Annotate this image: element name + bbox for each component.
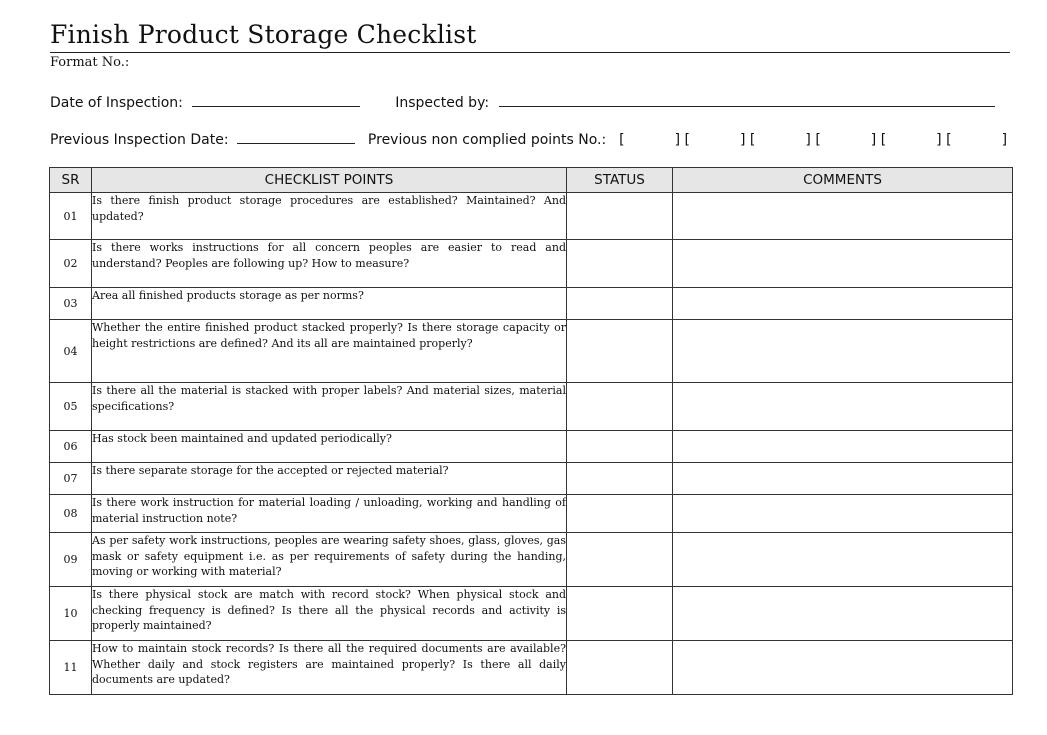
status-cell[interactable] (567, 641, 673, 695)
sr-cell: 02 (50, 240, 92, 288)
checklist-point-cell: How to maintain stock records? Is there all the required documents are available? Whether daily and stock registers are maintained properly? Is there all daily documents are updated? (92, 641, 567, 695)
table-row (50, 587, 1013, 641)
status-cell[interactable] (567, 320, 673, 383)
comments-cell[interactable] (673, 240, 1013, 288)
sr-cell: 01 (50, 193, 92, 240)
table-row (50, 383, 1013, 431)
comments-cell[interactable] (673, 533, 1013, 587)
sr-cell: 08 (50, 495, 92, 533)
checklist-point-cell: Area all finished products storage as per norms? (92, 288, 567, 320)
checklist-point-cell: Is there all the material is stacked with proper labels? And material sizes, material specifications? (92, 383, 567, 431)
table-row (50, 240, 1013, 288)
table-row (50, 431, 1013, 463)
comments-cell[interactable] (673, 463, 1013, 495)
checklist-point-cell: Has stock been maintained and updated periodically? (92, 431, 567, 463)
column-header-checklist-points: CHECKLIST POINTS (92, 168, 567, 193)
table-header-row (50, 168, 1013, 193)
table-row (50, 288, 1013, 320)
column-header-comments: COMMENTS (673, 168, 1013, 193)
checklist-point-cell: Is there separate storage for the accepted or rejected material? (92, 463, 567, 495)
sr-cell: 04 (50, 320, 92, 383)
comments-cell[interactable] (673, 431, 1013, 463)
inspection-row (50, 93, 995, 111)
table-row (50, 193, 1013, 240)
previous-non-complied-label: Previous non complied points No.: (367, 132, 607, 148)
date-of-inspection-label: Date of Inspection: (50, 95, 183, 111)
sr-cell: 07 (50, 463, 92, 495)
checklist-table (49, 167, 1013, 695)
title-divider (50, 52, 1010, 53)
status-cell[interactable] (567, 288, 673, 320)
checklist-point-cell: As per safety work instructions, peoples are wearing safety shoes, glass, gloves, gas mask or safety equipment i.e. as per requirements of safety during the handing, moving or working with material? (92, 533, 567, 587)
status-cell[interactable] (567, 431, 673, 463)
column-header-status: STATUS (567, 168, 673, 193)
sr-cell: 05 (50, 383, 92, 431)
comments-cell[interactable] (673, 193, 1013, 240)
previous-inspection-date-field[interactable] (237, 130, 355, 144)
sr-cell: 03 (50, 288, 92, 320)
table-row (50, 533, 1013, 587)
column-header-sr: SR (50, 168, 92, 193)
date-of-inspection-field[interactable] (192, 93, 360, 107)
comments-cell[interactable] (673, 383, 1013, 431)
non-complied-slot-3[interactable]: [ ] (749, 132, 811, 148)
non-complied-slot-4[interactable]: [ ] (815, 132, 877, 148)
non-complied-slot-1[interactable]: [ ] (619, 132, 681, 148)
non-complied-slot-5[interactable]: [ ] (880, 132, 942, 148)
previous-inspection-row (50, 130, 1007, 148)
non-complied-slot-6[interactable]: [ ] (946, 132, 1008, 148)
status-cell[interactable] (567, 587, 673, 641)
inspected-by-field[interactable] (499, 93, 995, 107)
status-cell[interactable] (567, 240, 673, 288)
sr-cell: 10 (50, 587, 92, 641)
sr-cell: 09 (50, 533, 92, 587)
sr-cell: 11 (50, 641, 92, 695)
checklist-point-cell: Is there works instructions for all concern peoples are easier to read and understand? Peoples are following up? How to measure? (92, 240, 567, 288)
status-cell[interactable] (567, 495, 673, 533)
checklist-point-cell: Whether the entire finished product stacked properly? Is there storage capacity or height restrictions are defined? And its all are maintained properly? (92, 320, 567, 383)
table-row (50, 495, 1013, 533)
format-no-label: Format No.: (50, 55, 130, 70)
checklist-point-cell: Is there work instruction for material loading / unloading, working and handling of material instruction note? (92, 495, 567, 533)
comments-cell[interactable] (673, 641, 1013, 695)
previous-inspection-date-label: Previous Inspection Date: (50, 132, 229, 148)
status-cell[interactable] (567, 193, 673, 240)
status-cell[interactable] (567, 463, 673, 495)
checklist-point-cell: Is there physical stock are match with record stock? When physical stock and checking frequency is defined? Is there all the physical records and activity is properly maintained? (92, 587, 567, 641)
status-cell[interactable] (567, 383, 673, 431)
table-row (50, 641, 1013, 695)
comments-cell[interactable] (673, 495, 1013, 533)
sr-cell: 06 (50, 431, 92, 463)
comments-cell[interactable] (673, 288, 1013, 320)
checklist-point-cell: Is there finish product storage procedures are established? Maintained? And updated? (92, 193, 567, 240)
table-row (50, 463, 1013, 495)
comments-cell[interactable] (673, 587, 1013, 641)
page-title: Finish Product Storage Checklist (50, 20, 477, 49)
inspected-by-label: Inspected by: (395, 95, 490, 111)
status-cell[interactable] (567, 533, 673, 587)
comments-cell[interactable] (673, 320, 1013, 383)
table-row (50, 320, 1013, 383)
non-complied-slot-2[interactable]: [ ] (684, 132, 746, 148)
